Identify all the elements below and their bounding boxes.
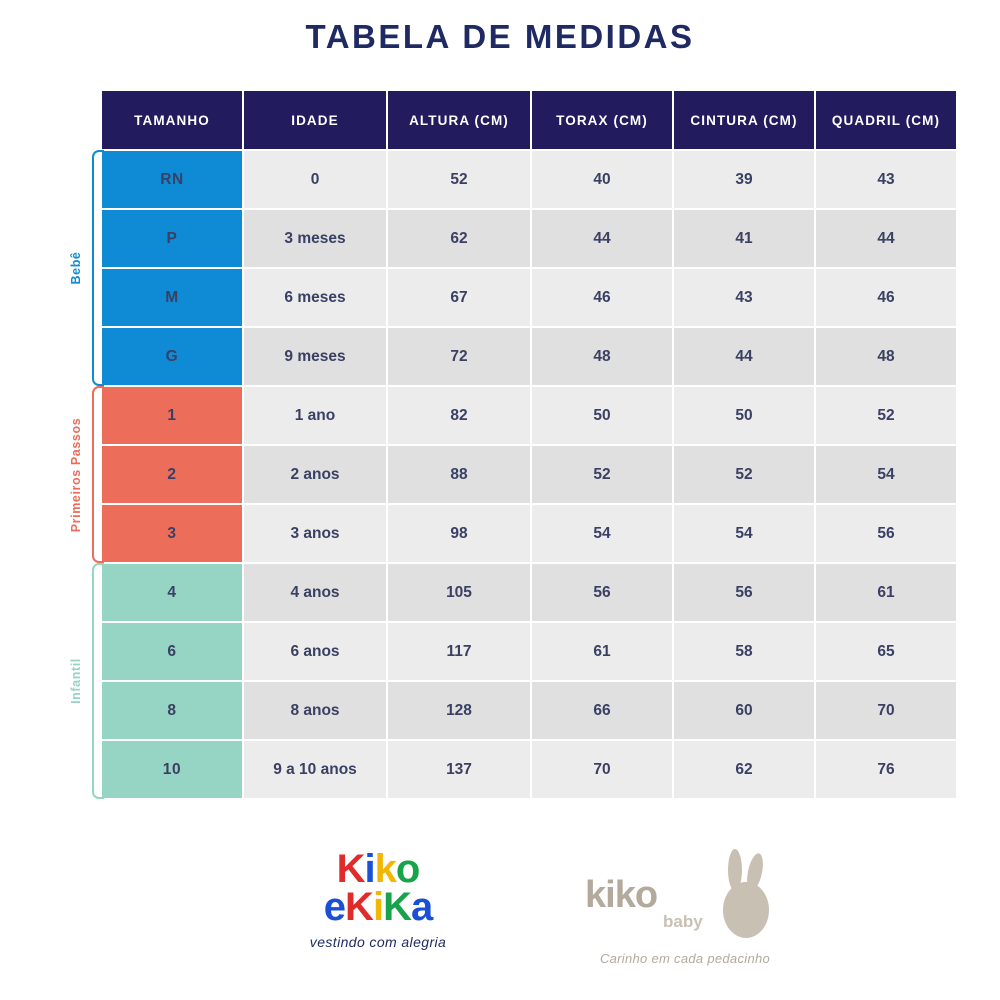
logo-kiko-baby-sub: baby	[663, 912, 703, 931]
logo-kiko-baby-tagline: Carinho em cada pedacinho	[599, 951, 771, 966]
cell-quadril: 43	[816, 151, 956, 208]
cell-torax: 52	[532, 446, 672, 503]
size-cell: 6	[102, 623, 242, 680]
cell-altura: 105	[388, 564, 530, 621]
logo-kiko-baby	[560, 854, 810, 966]
cell-torax: 61	[532, 623, 672, 680]
cell-quadril: 44	[816, 210, 956, 267]
cell-altura: 88	[388, 446, 530, 503]
group-bracket-bebe	[69, 150, 102, 386]
size-cell: RN	[102, 151, 242, 208]
cell-cintura: 56	[674, 564, 814, 621]
cell-quadril: 70	[816, 682, 956, 739]
group-label: Bebê	[69, 251, 83, 285]
cell-idade: 4 anos	[244, 564, 386, 621]
size-cell: 3	[102, 505, 242, 562]
table-body	[102, 151, 956, 798]
table-row	[102, 387, 956, 444]
column-header-2: ALTURA (CM)	[388, 91, 530, 149]
cell-idade: 9 meses	[244, 328, 386, 385]
cell-cintura: 58	[674, 623, 814, 680]
table-row	[102, 446, 956, 503]
cell-quadril: 76	[816, 741, 956, 798]
logo-kiko-e-kika	[268, 847, 488, 950]
logo-area	[0, 840, 1000, 1000]
cell-torax: 48	[532, 328, 672, 385]
cell-idade: 6 anos	[244, 623, 386, 680]
logo-letter-o: o	[395, 847, 420, 891]
column-header-1: IDADE	[244, 91, 386, 149]
cell-torax: 40	[532, 151, 672, 208]
size-cell: 10	[102, 741, 242, 798]
table-row	[102, 210, 956, 267]
cell-quadril: 54	[816, 446, 956, 503]
cell-idade: 6 meses	[244, 269, 386, 326]
table-row	[102, 623, 956, 680]
logo-letter-i2: i	[372, 885, 384, 929]
logo-letter-e: e	[323, 885, 346, 929]
logo-kiko-kika-tagline: vestindo com alegria	[309, 934, 447, 950]
cell-cintura: 44	[674, 328, 814, 385]
cell-cintura: 39	[674, 151, 814, 208]
cell-cintura: 50	[674, 387, 814, 444]
cell-idade: 9 a 10 anos	[244, 741, 386, 798]
table-header-row	[102, 91, 956, 149]
logo-letter-k1: K	[336, 847, 365, 891]
cell-quadril: 52	[816, 387, 956, 444]
logo-kiko-baby-mark	[585, 854, 785, 944]
size-cell: G	[102, 328, 242, 385]
cell-quadril: 46	[816, 269, 956, 326]
size-cell: 4	[102, 564, 242, 621]
cell-torax: 66	[532, 682, 672, 739]
cell-altura: 67	[388, 269, 530, 326]
column-header-4: CINTURA (CM)	[674, 91, 814, 149]
cell-torax: 56	[532, 564, 672, 621]
logo-kiko-kika-line2	[268, 885, 488, 929]
cell-idade: 3 meses	[244, 210, 386, 267]
table-row	[102, 328, 956, 385]
logo-letter-k2: k	[374, 847, 396, 891]
logo-kiko-baby-name: kiko	[585, 874, 658, 916]
group-bracket-primeiros-passos	[69, 386, 102, 563]
group-bracket-infantil	[69, 563, 102, 799]
cell-cintura: 60	[674, 682, 814, 739]
cell-torax: 44	[532, 210, 672, 267]
cell-cintura: 52	[674, 446, 814, 503]
logo-letter-i1: i	[364, 847, 375, 891]
cell-torax: 54	[532, 505, 672, 562]
table-row	[102, 269, 956, 326]
size-table	[100, 89, 958, 800]
cell-torax: 50	[532, 387, 672, 444]
cell-torax: 46	[532, 269, 672, 326]
table-header	[102, 91, 956, 149]
size-cell: P	[102, 210, 242, 267]
size-cell: 8	[102, 682, 242, 739]
table-row	[102, 682, 956, 739]
logo-letter-a: a	[410, 885, 433, 929]
table-row	[102, 505, 956, 562]
cell-quadril: 65	[816, 623, 956, 680]
logo-letter-k3: K	[345, 885, 373, 929]
cell-altura: 52	[388, 151, 530, 208]
page-title: TABELA DE MEDIDAS	[305, 18, 695, 55]
size-cell: M	[102, 269, 242, 326]
cell-altura: 137	[388, 741, 530, 798]
cell-idade: 3 anos	[244, 505, 386, 562]
cell-idade: 8 anos	[244, 682, 386, 739]
logo-kiko-kika-line1	[268, 847, 488, 891]
cell-cintura: 54	[674, 505, 814, 562]
table-row	[102, 151, 956, 208]
cell-altura: 82	[388, 387, 530, 444]
cell-idade: 1 ano	[244, 387, 386, 444]
cell-quadril: 61	[816, 564, 956, 621]
column-header-0: TAMANHO	[102, 91, 242, 149]
cell-altura: 117	[388, 623, 530, 680]
bunny-icon	[715, 848, 777, 940]
column-header-5: QUADRIL (CM)	[816, 91, 956, 149]
cell-idade: 0	[244, 151, 386, 208]
cell-cintura: 41	[674, 210, 814, 267]
cell-torax: 70	[532, 741, 672, 798]
logo-letter-k4: K	[383, 885, 411, 929]
cell-idade: 2 anos	[244, 446, 386, 503]
cell-altura: 128	[388, 682, 530, 739]
cell-quadril: 48	[816, 328, 956, 385]
group-label: Infantil	[69, 658, 83, 704]
table-row	[102, 741, 956, 798]
table-row	[102, 564, 956, 621]
size-table-wrapper	[100, 89, 950, 800]
column-header-3: TORAX (CM)	[532, 91, 672, 149]
cell-altura: 62	[388, 210, 530, 267]
group-label: Primeiros Passos	[69, 417, 83, 532]
cell-altura: 98	[388, 505, 530, 562]
cell-cintura: 62	[674, 741, 814, 798]
size-cell: 1	[102, 387, 242, 444]
cell-cintura: 43	[674, 269, 814, 326]
size-cell: 2	[102, 446, 242, 503]
cell-altura: 72	[388, 328, 530, 385]
cell-quadril: 56	[816, 505, 956, 562]
